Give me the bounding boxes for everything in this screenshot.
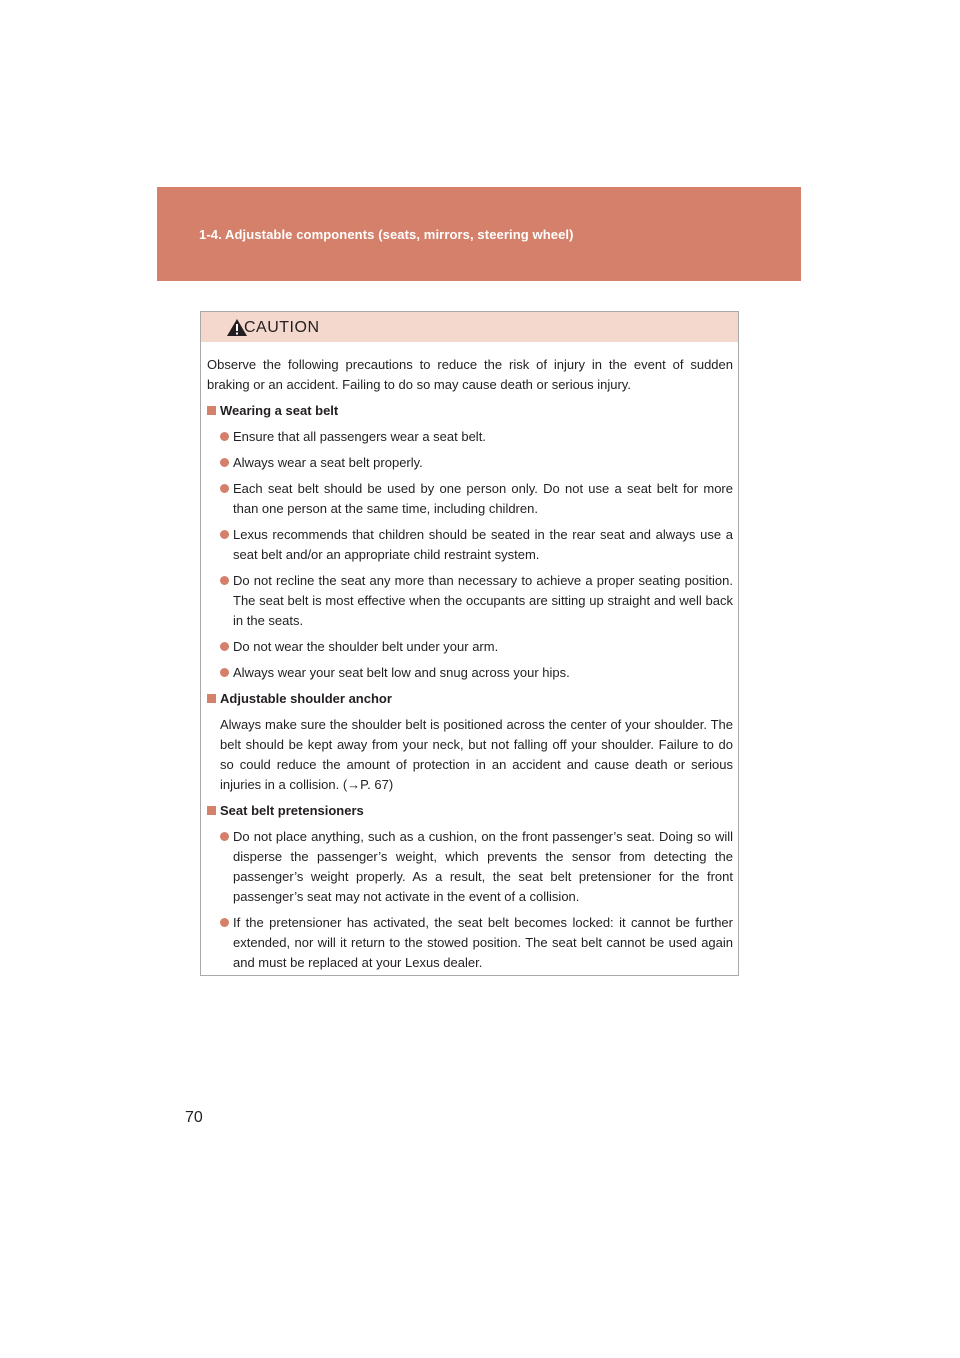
section-heading-pretensioners: Seat belt pretensioners [207, 801, 733, 821]
chapter-header-band [157, 187, 801, 281]
circle-bullet-icon [220, 832, 229, 841]
caution-body [201, 342, 738, 973]
list-item: Ensure that all passengers wear a seat belt. [220, 427, 733, 447]
square-bullet-icon [207, 694, 216, 703]
page-number: 70 [185, 1109, 203, 1126]
list-item: Each seat belt should be used by one person only. Do not use a seat belt for more than one person at the same time, including children. [220, 479, 733, 519]
circle-bullet-icon [220, 484, 229, 493]
circle-bullet-icon [220, 668, 229, 677]
circle-bullet-icon [220, 432, 229, 441]
section-heading-wearing-seat-belt: Wearing a seat belt [207, 401, 733, 421]
list-item: If the pretensioner has activated, the seat belt becomes locked: it cannot be further extended, nor will it return to the stowed position. The seat belt cannot be used again and must be replaced at your Lexus dealer. [220, 913, 733, 973]
caution-header [201, 312, 738, 342]
caution-intro: Observe the following precautions to reduce the risk of injury in the event of sudden braking or an accident. Failing to do so may cause death or serious injury. [207, 357, 733, 392]
circle-bullet-icon [220, 918, 229, 927]
shoulder-anchor-paragraph: Always make sure the shoulder belt is positioned across the center of your shoulder. The belt should be kept away from your neck, but not falling off your shoulder. Failure to do so could reduce the amount of protection in an accident and cause death or serious injuries in a collision. (→P. 67) [220, 717, 733, 792]
square-bullet-icon [207, 806, 216, 815]
list-item: Do not wear the shoulder belt under your arm. [220, 637, 733, 657]
list-item: Always wear a seat belt properly. [220, 453, 733, 473]
section-heading-shoulder-anchor: Adjustable shoulder anchor [207, 689, 733, 709]
circle-bullet-icon [220, 576, 229, 585]
circle-bullet-icon [220, 530, 229, 539]
caution-box [200, 311, 739, 976]
circle-bullet-icon [220, 458, 229, 467]
list-item: Always wear your seat belt low and snug across your hips. [220, 663, 733, 683]
square-bullet-icon [207, 406, 216, 415]
circle-bullet-icon [220, 642, 229, 651]
chapter-title: 1-4. Adjustable components (seats, mirrors, steering wheel) [199, 227, 574, 242]
caution-label: CAUTION [244, 319, 320, 336]
list-item: Do not recline the seat any more than necessary to achieve a proper seating position. The seat belt is most effective when the occupants are sitting up straight and well back in the seats. [220, 571, 733, 631]
list-item: Lexus recommends that children should be seated in the rear seat and always use a seat belt and/or an appropriate child restraint system. [220, 525, 733, 565]
list-item: Do not place anything, such as a cushion, on the front passenger’s seat. Doing so will disperse the passenger’s weight, which prevents the sensor from detecting the passenger’s weight properly. As a result, the seat belt pretensioner for the front passenger’s seat may not activate in the event of a collision. [220, 827, 733, 907]
